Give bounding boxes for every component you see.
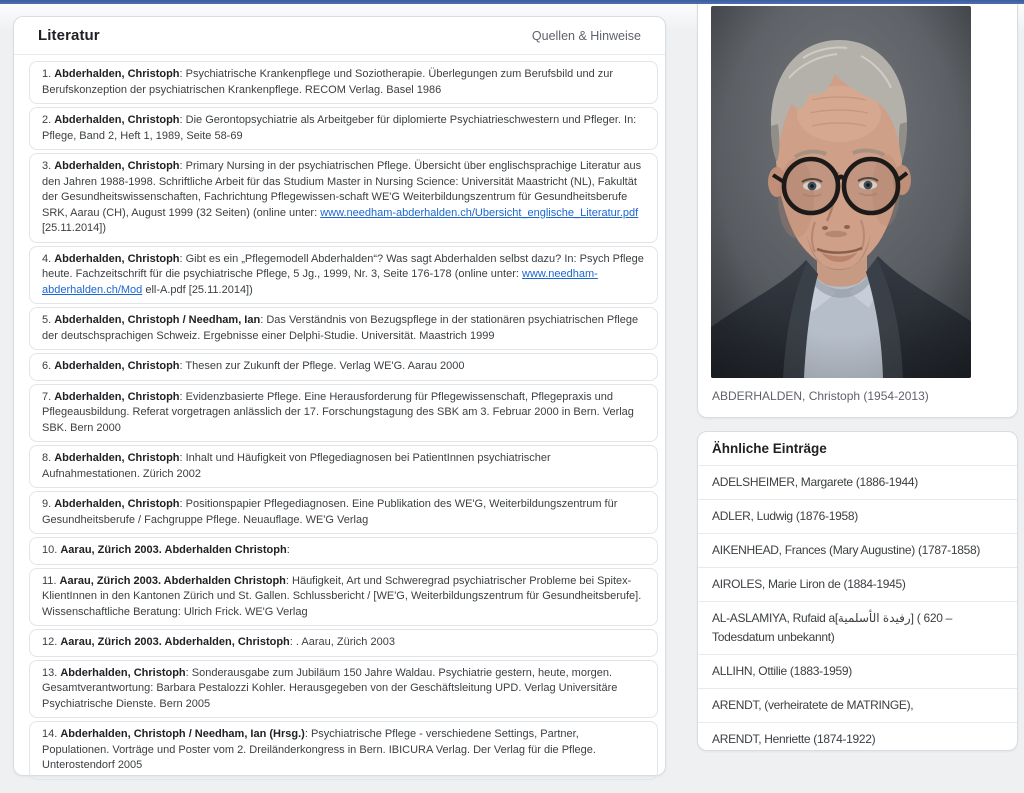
entry-author: Abderhalden, Christoph bbox=[54, 390, 180, 403]
similar-entries-card bbox=[697, 431, 1018, 751]
entry-author: Aarau, Zürich 2003. Abderhalden Christoph bbox=[59, 574, 286, 587]
literature-url-link[interactable]: www.needham-abderhalden.ch/Mod bbox=[42, 268, 598, 296]
entry-text: : Positionspapier Pflegediagnosen. Eine Publikation des WE'G, Weiterbildungszentrum für Gesundheitsberufe / Fachgruppe Pflege. Neuauflage. WE'G Verlag bbox=[42, 498, 618, 526]
literature-card-header bbox=[14, 17, 665, 55]
entry-text: : Primary Nursing in der psychiatrischen Pflege. Übersicht über englischsprachige Literatur aus den Jahren 1988-1998. Schriftliche Arbeit für das Studium Master in Nursing Science: Universität Maastricht (NL), Fakultät der Gesundheitswissenschaften, Fachrichtung Pflegewissen-schaft WE'G Weiterbildungszentrum für Gesundheitsberufe SRK, Aarau (CH), August 1999 (32 Seiten) (online unter: bbox=[42, 160, 642, 219]
entry-text: : Sonderausgabe zum Jubiläum 150 Jahre Waldau. Psychiatrie gestern, heute, morgen. Gesamtverantwortung: Barbara Pestalozzi Kohler. Herausgegeben von der Geschäftsleitung UPD. Verlag Universitäre Psychiatrische Dienste. Bern 2005 bbox=[42, 666, 618, 710]
entry-text: : Thesen zur Zukunft der Pflege. Verlag WE'G. Aarau 2000 bbox=[179, 360, 465, 372]
entry-text: 2. bbox=[42, 114, 55, 126]
entry-text: ell-A.pdf [25.11.2014]) bbox=[142, 283, 253, 296]
literature-url-link[interactable]: www.needham-abderhalden.ch/Ubersicht_englische_Literatur.pdf bbox=[320, 206, 639, 219]
entry-text: : bbox=[286, 544, 290, 556]
entry-text: 9. bbox=[42, 498, 55, 510]
similar-entry-item[interactable]: ARENDT, (verheiratete de MATRINGE), bbox=[698, 689, 1017, 723]
similar-entry-item[interactable]: ALLIHN, Ottilie (1883-1959) bbox=[698, 655, 1017, 689]
entry-text: 11. bbox=[42, 574, 60, 587]
entry-author: Abderhalden, Christoph bbox=[54, 498, 180, 510]
entry-text: 5. bbox=[42, 314, 55, 326]
similar-entries-list bbox=[698, 466, 1017, 751]
entry-text: 7. bbox=[42, 390, 55, 403]
entry-text: [25.11.2014]) bbox=[42, 222, 107, 234]
top-accent-bar bbox=[0, 0, 1024, 4]
entry-text: 1. bbox=[42, 68, 55, 80]
sources-and-notes-link[interactable]: Quellen & Hinweise bbox=[531, 28, 641, 43]
literature-entry bbox=[29, 153, 658, 243]
entry-author: Abderhalden, Christoph bbox=[54, 252, 180, 265]
entry-text: 12. bbox=[42, 636, 61, 648]
entry-author: Abderhalden, Christoph bbox=[54, 360, 180, 372]
literature-entry bbox=[29, 107, 658, 150]
entry-author: Abderhalden, Christoph bbox=[54, 68, 180, 80]
entry-text: : Psychiatrische Pflege - verschiedene Settings, Partner, Populationen. Vorträge und Poster vom 2. Dreiländerkongress in Bern. IBICURA Verlag. Der Verlag für die Pflege. Unterostendorf 2005 bbox=[42, 728, 596, 771]
literature-entry bbox=[29, 660, 658, 719]
entry-text: 13. bbox=[42, 666, 61, 679]
literature-entry bbox=[29, 568, 658, 627]
portrait-card bbox=[697, 0, 1018, 418]
portrait-photo bbox=[711, 6, 971, 378]
entry-author: Abderhalden, Christoph bbox=[54, 114, 180, 126]
literature-entry bbox=[29, 537, 658, 565]
portrait-illustration bbox=[711, 6, 971, 378]
entry-text: : . Aarau, Zürich 2003 bbox=[289, 636, 395, 648]
literature-entry bbox=[29, 246, 658, 305]
similar-entry-item[interactable]: AIROLES, Marie Liron de (1884-1945) bbox=[698, 568, 1017, 602]
entry-author: Abderhalden, Christoph / Needham, Ian bbox=[54, 314, 261, 326]
similar-entry-item[interactable]: AIKENHEAD, Frances (Mary Augustine) (1787-1858) bbox=[698, 534, 1017, 568]
literature-entry bbox=[29, 384, 658, 443]
entry-text: 4. bbox=[42, 252, 55, 265]
literature-entry bbox=[29, 491, 658, 534]
entry-text: : Inhalt und Häufigkeit von Pflegediagnosen bei PatientInnen psychiatrischer Aufnahmestationen. Zürich 2002 bbox=[42, 452, 551, 480]
entry-author: Aarau, Zürich 2003. Abderhalden, Christoph bbox=[60, 636, 290, 648]
entry-text: 8. bbox=[42, 452, 55, 464]
similar-entry-item[interactable]: AL-ASLAMIYA, Rufaid a[رفيدة الأسلمية] ( 620 – Todesdatum unbekannt) bbox=[698, 602, 1017, 655]
entry-author: Abderhalden, Christoph bbox=[60, 666, 186, 679]
similar-entry-item[interactable]: ADELSHEIMER, Margarete (1886-1944) bbox=[698, 466, 1017, 500]
entry-author: Abderhalden, Christoph bbox=[54, 160, 180, 172]
entry-text: 14. bbox=[42, 728, 61, 740]
portrait-caption: ABDERHALDEN, Christoph (1954-2013) bbox=[712, 389, 929, 403]
literature-entry bbox=[29, 307, 658, 350]
similar-entries-title: Ähnliche Einträge bbox=[698, 432, 1017, 466]
entry-author: Abderhalden, Christoph / Needham, Ian (Hrsg.) bbox=[60, 728, 305, 740]
entry-text: : Die Gerontopsychiatrie als Arbeitgeber für diplomierte Psychiatrieschwestern und Pfleger. In: Pflege, Band 2, Heft 1, 1989, Seite 58-69 bbox=[42, 114, 637, 142]
entry-text: : Häufigkeit, Art und Schweregrad psychiatrischer Probleme bei Spitex-KlientInnen in den Kantonen Zürich und St. Gallen. Schlussbericht / [WE'G, Weiterbildungszentrum für Gesundheitsberufe]. Wissenschaftliche Beratung: Ulrich Frick. WE'G Verlag bbox=[42, 574, 642, 618]
entry-text: 6. bbox=[42, 360, 55, 372]
entry-author: Abderhalden, Christoph bbox=[54, 452, 180, 464]
literature-entry bbox=[29, 445, 658, 488]
entry-author: Aarau, Zürich 2003. Abderhalden Christoph bbox=[60, 544, 287, 556]
entry-text: : Psychiatrische Krankenpflege und Soziotherapie. Überlegungen zum Berufsbild und zur Berufskonzeption der psychiatrischen Krankenpflege. RECOM Verlag. Basel 1986 bbox=[42, 68, 614, 96]
literature-entry bbox=[29, 353, 658, 381]
entry-text: : Das Verständnis von Bezugspflege in der stationären psychiatrischen Pflege der deutschsprachigen Schweiz. Ergebnisse einer Delphi-Studie. Universität. Maastrich 1999 bbox=[42, 314, 639, 342]
entry-text: 10. bbox=[42, 544, 61, 556]
entry-text: : Gibt es ein „Pflegemodell Abderhalden“? Was sagt Abderhalden selbst dazu? In: Psych Pflege heute. Fachzeitschrift für die psychiatrische Pflege, 5 Jg., 1999, Nr. 3, Seite 176-178 (online unter: bbox=[42, 252, 644, 280]
literature-entry bbox=[29, 61, 658, 104]
literature-title: Literatur bbox=[38, 27, 100, 44]
similar-entry-item[interactable]: ARENDT, Henriette (1874-1922) bbox=[698, 723, 1017, 751]
entry-text: 3. bbox=[42, 160, 55, 172]
literature-entry-list bbox=[14, 55, 665, 793]
literature-entry bbox=[29, 629, 658, 657]
literature-card bbox=[13, 16, 666, 776]
entry-text: : Evidenzbasierte Pflege. Eine Herausforderung für Pflegewissenschaft, Pflegepraxis und Pflegeausbildung. Referat vorgetragen anlässlich der 17. Forschungstagung des SBK am 3. Februar 2000 in Bern. Verlag SBK. Bern 2000 bbox=[42, 390, 634, 434]
similar-entry-item[interactable]: ADLER, Ludwig (1876-1958) bbox=[698, 500, 1017, 534]
